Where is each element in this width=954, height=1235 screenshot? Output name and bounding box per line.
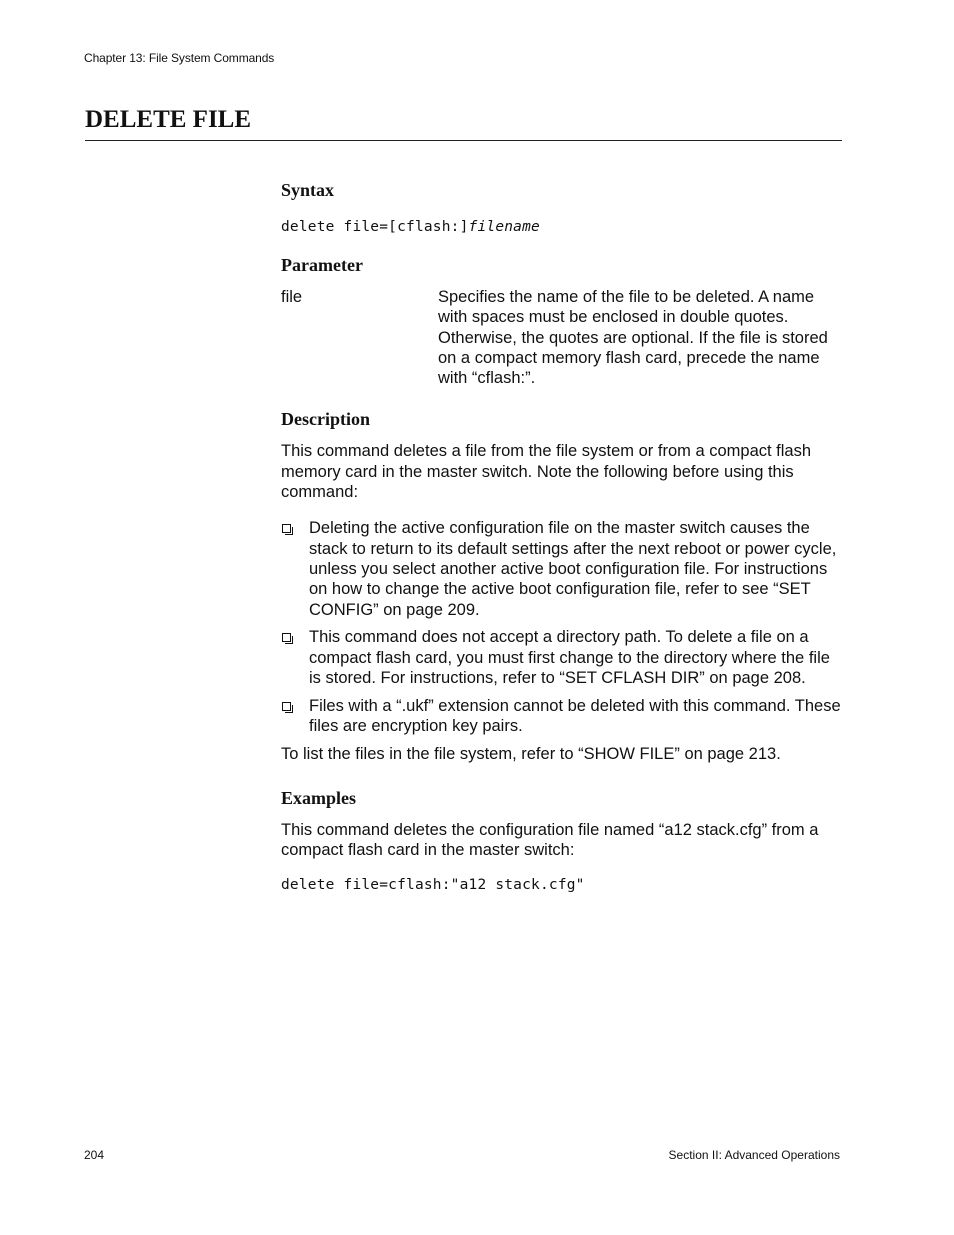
parameter-row — [281, 287, 843, 388]
checkbox-bullet-icon — [282, 702, 291, 711]
description-intro: This command deletes a file from the file system or from a compact flash memory card in the master switch. Note the following before using this command: — [281, 442, 812, 502]
checkbox-bullet-icon — [282, 633, 291, 642]
parameter-name: file — [281, 288, 303, 306]
checkbox-bullet-icon — [282, 524, 291, 533]
parameter-description: Specifies the name of the file to be deleted. A name with spaces must be enclosed in double quotes. Otherwise, the quotes are optional. If the file is stored on a compact memory flash card, precede the name with “cflash:”. — [438, 288, 828, 388]
syntax-heading: Syntax — [281, 180, 335, 200]
syntax-code-param: filename — [468, 219, 540, 235]
examples-text: This command deletes the configuration file named “a12 stack.cfg” from a compact flash card in the master switch: — [281, 820, 819, 859]
syntax-code — [281, 217, 843, 237]
bullet-text: Files with a “.ukf” extension cannot be deleted with this command. These files are encryption key pairs. — [309, 696, 841, 736]
list-item — [281, 696, 843, 737]
description-heading: Description — [281, 409, 370, 430]
list-item — [281, 627, 843, 688]
description-bullets — [281, 518, 843, 736]
list-item — [281, 518, 843, 619]
bullet-text: This command does not accept a directory path. To delete a file on a compact flash card, you must first change to the directory where the file is stored. For instructions, refer to “SET CFLASH DIR” on page 208. — [309, 628, 830, 687]
example-code: delete file=cflash:"a12 stack.cfg" — [281, 877, 585, 894]
running-header: Chapter 13: File System Commands — [84, 51, 275, 65]
page-number: 204 — [84, 1148, 105, 1162]
title-rule — [85, 140, 842, 141]
examples-heading: Examples — [281, 787, 357, 808]
syntax-code-prefix: delete file=[cflash:] — [281, 219, 469, 235]
content — [281, 178, 843, 895]
description-outro: To list the files in the file system, refer to “SHOW FILE” on page 213. — [281, 745, 781, 764]
footer-section: Section II: Advanced Operations — [668, 1148, 840, 1162]
bullet-text: Deleting the active configuration file on the master switch causes the stack to return to its default settings after the next reboot or power cycle, unless you select another active boot configuration file. For instructions on how to change the active boot configuration file, refer to see “SET CONFIG” on page 209. — [309, 519, 837, 619]
page-title: DELETE FILE — [85, 106, 252, 133]
parameter-heading: Parameter — [281, 255, 363, 275]
